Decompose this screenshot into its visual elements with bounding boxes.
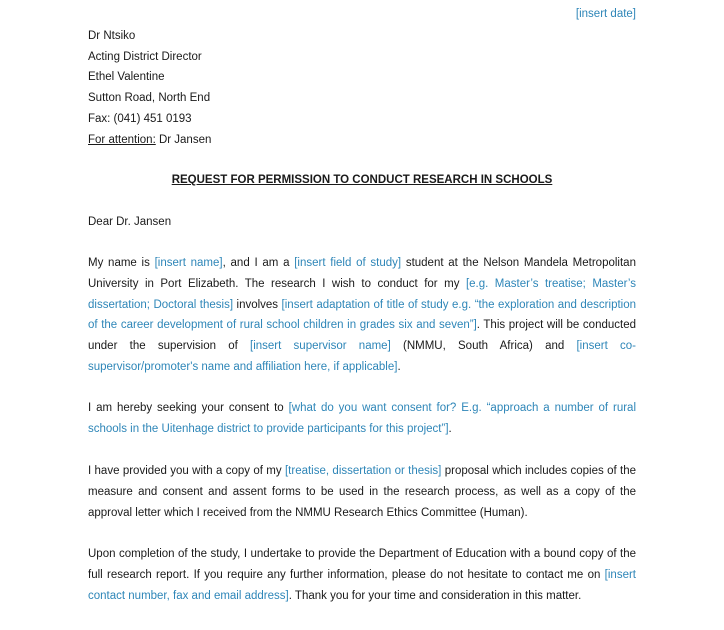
attention-line [88,130,211,151]
recipient-street: Ethel Valentine [88,71,165,84]
placeholder-field-of-study: [insert field of study] [294,257,402,269]
placeholder-study-title: [insert adaptation of title of study e.g. “the exploration and description of the career development of rural school children in grades six and seven”] [88,298,637,332]
recipient-fax: Fax: (041) 451 0193 [88,112,192,125]
recipient-name: Dr Ntsiko [88,30,136,42]
paragraph-documents-provided: I have provided you with a copy of my [treatise, dissertation or thesis] proposal which includes copies of the measure and consent and assent forms to be used in the research process, as well as a copy of the approval letter which I received from the NMMU Research Ethics Committee (Human). [88,465,636,519]
recipient-road: Sutton Road, North End [88,92,211,105]
salutation: Dear Dr. Jansen [88,216,172,228]
paragraph-closing: Upon completion of the study, I undertake to provide the Department of Education with a bound copy of the full research report. If you require any further information, please do not hesitate to contact me on [insert contact number, fax and email address]. Thank you for your time and consideration in this matter. [88,548,636,602]
date-placeholder: [insert date] [575,8,636,20]
letter-subject: REQUEST FOR PERMISSION TO CONDUCT RESEARCH IN SCHOOLS [171,174,553,186]
paragraph-introduction: My name is [insert name], and I am a [insert field of study] student at the Nelson Mandela Metropolitan University in Port Elizabeth. The research I wish to conduct for my [e.g. Master’s treatise; Master’s dissertation; Doctoral thesis] involves [insert adaptation of title of study e.g. “the exploration and description of the career development of rural school children in grades six and seven”]. This project will be conducted under the supervision of [insert supervisor name] (NMMU, South Africa) and [insert co-supervisor/promoter's name and affiliation here, if applicable]. [88,257,637,373]
placeholder-document-type: [treatise, dissertation or thesis] [284,465,442,477]
recipient-address-block [88,26,211,150]
placeholder-consent-purpose: [what do you want consent for? E.g. “approach a number of rural schools in the Uitenhage district to provide participants for this project”] [88,402,637,435]
paragraph-consent-request: I am hereby seeking your consent to [what do you want consent for? E.g. “approach a number of rural schools in the Uitenhage district to provide participants for this project”]. [88,402,637,435]
attention-name: Dr Jansen [155,133,212,146]
attention-label: For attention: [88,133,156,146]
placeholder-name: [insert name] [154,257,223,269]
recipient-title: Acting District Director [88,50,202,63]
placeholder-co-supervisor: [insert co-supervisor/promoter's name and affiliation here, if applicable] [88,340,636,373]
placeholder-study-type: [e.g. Master’s treatise; Master’s dissertation; Doctoral thesis] [88,277,636,311]
placeholder-contact-details: [insert contact number, fax and email address] [88,568,636,602]
placeholder-supervisor: [insert supervisor name] [250,340,391,353]
